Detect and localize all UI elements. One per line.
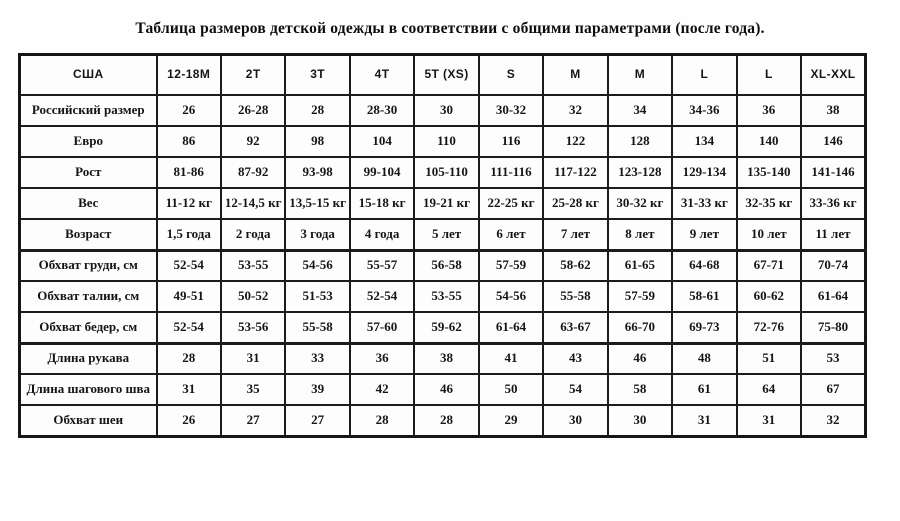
- value-cell: 52-54: [157, 312, 221, 343]
- value-cell: 53-55: [221, 250, 285, 281]
- value-cell: 30: [543, 405, 607, 436]
- value-cell: 31: [221, 343, 285, 374]
- value-cell: 38: [414, 343, 478, 374]
- table-body: [20, 95, 866, 436]
- value-cell: 63-67: [543, 312, 607, 343]
- value-cell: 55-58: [285, 312, 349, 343]
- value-cell: 30: [608, 405, 672, 436]
- value-cell: 30: [414, 95, 478, 126]
- value-cell: 50-52: [221, 281, 285, 312]
- value-cell: 28: [285, 95, 349, 126]
- corner-header-cell: США: [20, 55, 157, 96]
- value-cell: 81-86: [157, 157, 221, 188]
- value-cell: 50: [479, 374, 543, 405]
- value-cell: 56-58: [414, 250, 478, 281]
- value-cell: 26-28: [221, 95, 285, 126]
- column-header-cell: L: [737, 55, 801, 96]
- value-cell: 34-36: [672, 95, 736, 126]
- value-cell: 86: [157, 126, 221, 157]
- column-header-cell: 12-18M: [157, 55, 221, 96]
- value-cell: 31: [672, 405, 736, 436]
- row-label-cell: Обхват шеи: [20, 405, 157, 436]
- value-cell: 32: [801, 405, 865, 436]
- value-cell: 1,5 года: [157, 219, 221, 250]
- value-cell: 92: [221, 126, 285, 157]
- value-cell: 38: [801, 95, 865, 126]
- value-cell: 35: [221, 374, 285, 405]
- value-cell: 105-110: [414, 157, 478, 188]
- value-cell: 52-54: [350, 281, 414, 312]
- column-header-cell: 3T: [285, 55, 349, 96]
- row-label-cell: Российский размер: [20, 95, 157, 126]
- value-cell: 19-21 кг: [414, 188, 478, 219]
- value-cell: 57-59: [479, 250, 543, 281]
- value-cell: 9 лет: [672, 219, 736, 250]
- column-header-cell: M: [543, 55, 607, 96]
- value-cell: 146: [801, 126, 865, 157]
- value-cell: 51: [737, 343, 801, 374]
- value-cell: 33-36 кг: [801, 188, 865, 219]
- column-header-cell: M: [608, 55, 672, 96]
- table-title: Таблица размеров детской одежды в соответствии с общими параметрами (после года).: [135, 20, 765, 37]
- value-cell: 22-25 кг: [479, 188, 543, 219]
- value-cell: 116: [479, 126, 543, 157]
- value-cell: 46: [608, 343, 672, 374]
- value-cell: 61: [672, 374, 736, 405]
- value-cell: 93-98: [285, 157, 349, 188]
- value-cell: 52-54: [157, 250, 221, 281]
- value-cell: 36: [737, 95, 801, 126]
- value-cell: 104: [350, 126, 414, 157]
- column-header-cell: XL-XXL: [801, 55, 865, 96]
- value-cell: 53-55: [414, 281, 478, 312]
- value-cell: 140: [737, 126, 801, 157]
- value-cell: 70-74: [801, 250, 865, 281]
- value-cell: 32-35 кг: [737, 188, 801, 219]
- value-cell: 60-62: [737, 281, 801, 312]
- value-cell: 59-62: [414, 312, 478, 343]
- value-cell: 5 лет: [414, 219, 478, 250]
- table-row: [20, 95, 866, 126]
- value-cell: 111-116: [479, 157, 543, 188]
- value-cell: 61-65: [608, 250, 672, 281]
- value-cell: 110: [414, 126, 478, 157]
- value-cell: 122: [543, 126, 607, 157]
- table-row: [20, 374, 866, 405]
- table-row: [20, 250, 866, 281]
- row-label-cell: Обхват бедер, см: [20, 312, 157, 343]
- value-cell: 26: [157, 95, 221, 126]
- value-cell: 6 лет: [479, 219, 543, 250]
- table-row: [20, 126, 866, 157]
- value-cell: 66-70: [608, 312, 672, 343]
- value-cell: 64-68: [672, 250, 736, 281]
- value-cell: 29: [479, 405, 543, 436]
- value-cell: 12-14,5 кг: [221, 188, 285, 219]
- column-header-cell: 4T: [350, 55, 414, 96]
- value-cell: 64: [737, 374, 801, 405]
- table-row: [20, 219, 866, 250]
- value-cell: 28-30: [350, 95, 414, 126]
- value-cell: 67: [801, 374, 865, 405]
- value-cell: 53-56: [221, 312, 285, 343]
- value-cell: 61-64: [801, 281, 865, 312]
- column-header-cell: 5T (XS): [414, 55, 478, 96]
- value-cell: 128: [608, 126, 672, 157]
- table-row: [20, 281, 866, 312]
- size-table: [18, 53, 867, 438]
- value-cell: 27: [221, 405, 285, 436]
- value-cell: 141-146: [801, 157, 865, 188]
- value-cell: 58: [608, 374, 672, 405]
- value-cell: 58-61: [672, 281, 736, 312]
- value-cell: 34: [608, 95, 672, 126]
- column-header-cell: 2T: [221, 55, 285, 96]
- header-row: [20, 55, 866, 96]
- value-cell: 129-134: [672, 157, 736, 188]
- value-cell: 54-56: [479, 281, 543, 312]
- value-cell: 39: [285, 374, 349, 405]
- column-header-cell: S: [479, 55, 543, 96]
- value-cell: 7 лет: [543, 219, 607, 250]
- value-cell: 99-104: [350, 157, 414, 188]
- value-cell: 28: [350, 405, 414, 436]
- table-row: [20, 312, 866, 343]
- value-cell: 30-32: [479, 95, 543, 126]
- value-cell: 31: [157, 374, 221, 405]
- value-cell: 54: [543, 374, 607, 405]
- value-cell: 27: [285, 405, 349, 436]
- value-cell: 8 лет: [608, 219, 672, 250]
- value-cell: 87-92: [221, 157, 285, 188]
- row-label-cell: Рост: [20, 157, 157, 188]
- table-row: [20, 405, 866, 436]
- value-cell: 11-12 кг: [157, 188, 221, 219]
- value-cell: 2 года: [221, 219, 285, 250]
- value-cell: 10 лет: [737, 219, 801, 250]
- value-cell: 4 года: [350, 219, 414, 250]
- value-cell: 33: [285, 343, 349, 374]
- column-header-cell: L: [672, 55, 736, 96]
- value-cell: 123-128: [608, 157, 672, 188]
- row-label-cell: Обхват талии, см: [20, 281, 157, 312]
- value-cell: 57-59: [608, 281, 672, 312]
- value-cell: 32: [543, 95, 607, 126]
- value-cell: 25-28 кг: [543, 188, 607, 219]
- value-cell: 48: [672, 343, 736, 374]
- value-cell: 67-71: [737, 250, 801, 281]
- row-label-cell: Возраст: [20, 219, 157, 250]
- row-label-cell: Обхват груди, см: [20, 250, 157, 281]
- value-cell: 15-18 кг: [350, 188, 414, 219]
- value-cell: 26: [157, 405, 221, 436]
- value-cell: 117-122: [543, 157, 607, 188]
- value-cell: 28: [157, 343, 221, 374]
- value-cell: 28: [414, 405, 478, 436]
- table-row: [20, 188, 866, 219]
- value-cell: 41: [479, 343, 543, 374]
- value-cell: 69-73: [672, 312, 736, 343]
- value-cell: 55-58: [543, 281, 607, 312]
- value-cell: 3 года: [285, 219, 349, 250]
- table-row: [20, 157, 866, 188]
- row-label-cell: Длина шагового шва: [20, 374, 157, 405]
- value-cell: 30-32 кг: [608, 188, 672, 219]
- value-cell: 57-60: [350, 312, 414, 343]
- value-cell: 55-57: [350, 250, 414, 281]
- row-label-cell: Длина рукава: [20, 343, 157, 374]
- value-cell: 49-51: [157, 281, 221, 312]
- value-cell: 43: [543, 343, 607, 374]
- value-cell: 11 лет: [801, 219, 865, 250]
- row-label-cell: Вес: [20, 188, 157, 219]
- value-cell: 46: [414, 374, 478, 405]
- value-cell: 31-33 кг: [672, 188, 736, 219]
- value-cell: 54-56: [285, 250, 349, 281]
- value-cell: 13,5-15 кг: [285, 188, 349, 219]
- value-cell: 75-80: [801, 312, 865, 343]
- value-cell: 61-64: [479, 312, 543, 343]
- table-row: [20, 343, 866, 374]
- value-cell: 58-62: [543, 250, 607, 281]
- value-cell: 31: [737, 405, 801, 436]
- value-cell: 51-53: [285, 281, 349, 312]
- value-cell: 135-140: [737, 157, 801, 188]
- value-cell: 53: [801, 343, 865, 374]
- value-cell: 98: [285, 126, 349, 157]
- value-cell: 36: [350, 343, 414, 374]
- value-cell: 134: [672, 126, 736, 157]
- value-cell: 72-76: [737, 312, 801, 343]
- value-cell: 42: [350, 374, 414, 405]
- row-label-cell: Евро: [20, 126, 157, 157]
